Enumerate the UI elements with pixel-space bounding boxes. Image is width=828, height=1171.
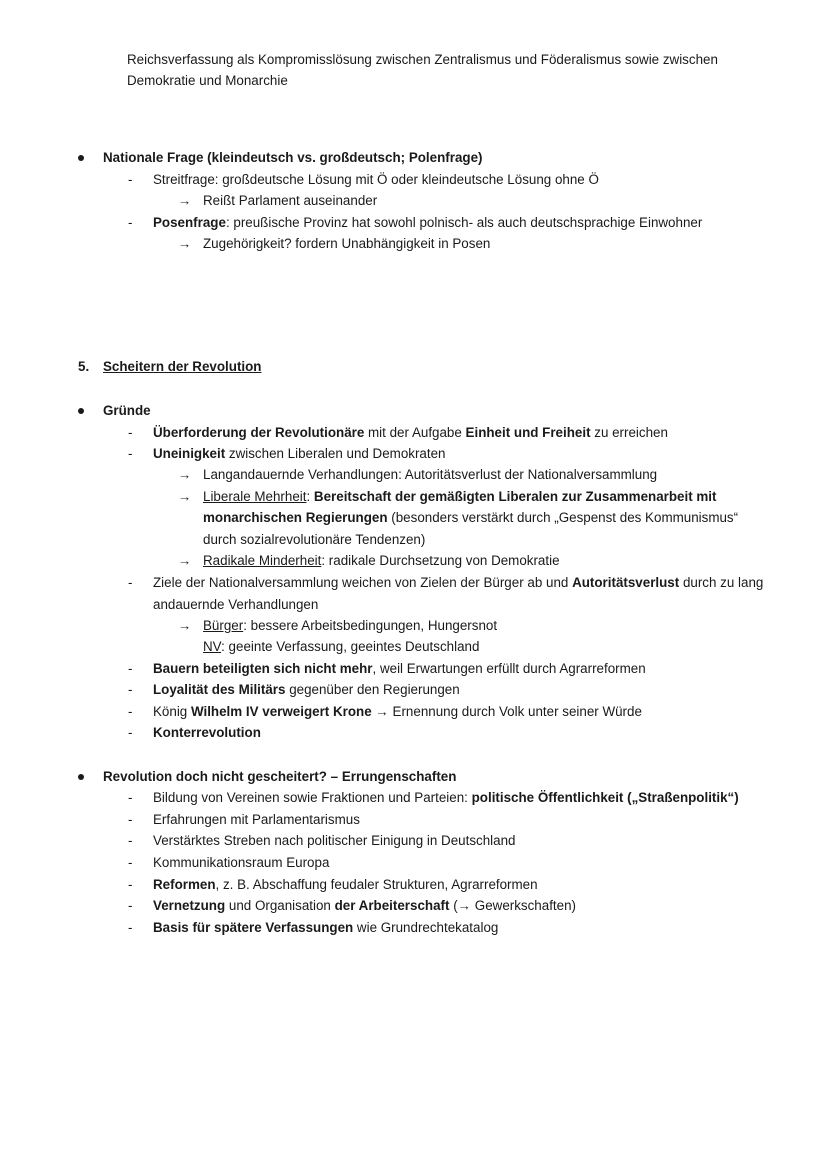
dash: -: [128, 425, 133, 440]
gruende-arrow-2: Liberale Mehrheit: Bereitschaft der gemäßigten Liberalen zur Zusammenarbeit mit: [203, 489, 717, 504]
dash: -: [128, 682, 133, 697]
gruende-arrow-4: Bürger: bessere Arbeitsbedingungen, Hungersnot: [203, 618, 498, 633]
right-arrow-icon: →: [375, 704, 389, 719]
dash: -: [128, 704, 133, 719]
posenfrage: Posenfrage: preußische Provinz hat sowohl polnisch- als auch deutschsprachige Einwohner: [153, 215, 703, 230]
streitfrage-arrow: Reißt Parlament auseinander: [203, 193, 378, 208]
bullet-icon: [78, 155, 84, 161]
errungen-item-5: Reformen, z. B. Abschaffung feudaler Strukturen, Agrarreformen: [153, 877, 538, 892]
dash: -: [128, 172, 133, 187]
gruende-item-3-line-2: andauernde Verhandlungen: [153, 597, 319, 612]
gruende-item-1: Überforderung der Revolutionäre mit der Aufgabe Einheit und Freiheit zu erreichen: [153, 425, 668, 440]
gruende-heading: Gründe: [103, 403, 151, 418]
gruende-item-7: Konterrevolution: [153, 725, 261, 740]
right-arrow-icon: →: [457, 898, 472, 913]
gruende-arrow-2-line-2: monarchischen Regierungen (besonders verstärkt durch „Gespenst des Kommunismus“: [203, 510, 739, 525]
gruende-item-3: Ziele der Nationalversammlung weichen von Zielen der Bürger ab und Autoritätsverlust durch zu lang: [153, 575, 764, 590]
gruende-arrow-1: Langandauernde Verhandlungen: Autoritätsverlust der Nationalversammlung: [203, 467, 658, 482]
dash: -: [128, 833, 133, 848]
dash: -: [128, 920, 133, 935]
dash: -: [128, 575, 133, 590]
errungen-item-3: Verstärktes Streben nach politischer Einigung in Deutschland: [153, 833, 516, 848]
dash: -: [128, 812, 133, 827]
dash: -: [128, 215, 133, 230]
right-arrow-icon: →: [178, 193, 192, 208]
intro-line-2: Demokratie und Monarchie: [127, 73, 288, 88]
right-arrow-icon: →: [178, 489, 192, 504]
dash: -: [128, 855, 133, 870]
dash: -: [128, 790, 133, 805]
posenfrage-arrow: Zugehörigkeit? fordern Unabhängigkeit in Posen: [203, 236, 491, 251]
gruende-item-4: Bauern beteiligten sich nicht mehr, weil Erwartungen erfüllt durch Agrarreformen: [153, 661, 646, 676]
gruende-item-5: Loyalität des Militärs gegenüber den Regierungen: [153, 682, 460, 697]
right-arrow-icon: →: [178, 236, 192, 251]
errungen-item-7: Basis für spätere Verfassungen wie Grundrechtekatalog: [153, 920, 499, 935]
dash: -: [128, 661, 133, 676]
errungen-item-1: Bildung von Vereinen sowie Fraktionen und Parteien: politische Öffentlichkeit („Straßenpolitik“): [153, 790, 739, 805]
gruende-arrow-3: Radikale Minderheit: radikale Durchsetzung von Demokratie: [203, 553, 560, 568]
intro-line-1: Reichsverfassung als Kompromisslösung zwischen Zentralismus und Föderalismus sowie zwischen: [127, 52, 718, 67]
dash: -: [128, 446, 133, 461]
gruende-item-6: König Wilhelm IV verweigert Krone → Ernennung durch Volk unter seiner Würde: [153, 704, 642, 719]
nationale-heading: Nationale Frage (kleindeutsch vs. großdeutsch; Polenfrage): [103, 150, 483, 165]
dash: -: [128, 898, 133, 913]
errungen-item-6: Vernetzung und Organisation der Arbeiterschaft (→ Gewerkschaften): [153, 898, 576, 913]
right-arrow-icon: →: [178, 553, 192, 568]
gruende-arrow-2-line-3: durch sozialrevolutionäre Tendenzen): [203, 532, 426, 547]
section-number: 5.: [78, 359, 90, 374]
errungen-item-2: Erfahrungen mit Parlamentarismus: [153, 812, 360, 827]
streitfrage: Streitfrage: großdeutsche Lösung mit Ö oder kleindeutsche Lösung ohne Ö: [153, 172, 599, 187]
right-arrow-icon: →: [178, 618, 192, 633]
right-arrow-icon: →: [178, 467, 192, 482]
errungen-item-4: Kommunikationsraum Europa: [153, 855, 330, 870]
section-title: Scheitern der Revolution: [103, 359, 262, 374]
errungen-heading: Revolution doch nicht gescheitert? – Errungenschaften: [103, 769, 457, 784]
gruende-item-2: Uneinigkeit zwischen Liberalen und Demokraten: [153, 446, 446, 461]
bullet-icon: [78, 408, 84, 414]
bullet-icon: [78, 774, 84, 780]
gruende-arrow-5: NV: geeinte Verfassung, geeintes Deutschland: [203, 639, 480, 654]
dash: -: [128, 877, 133, 892]
dash: -: [128, 725, 133, 740]
